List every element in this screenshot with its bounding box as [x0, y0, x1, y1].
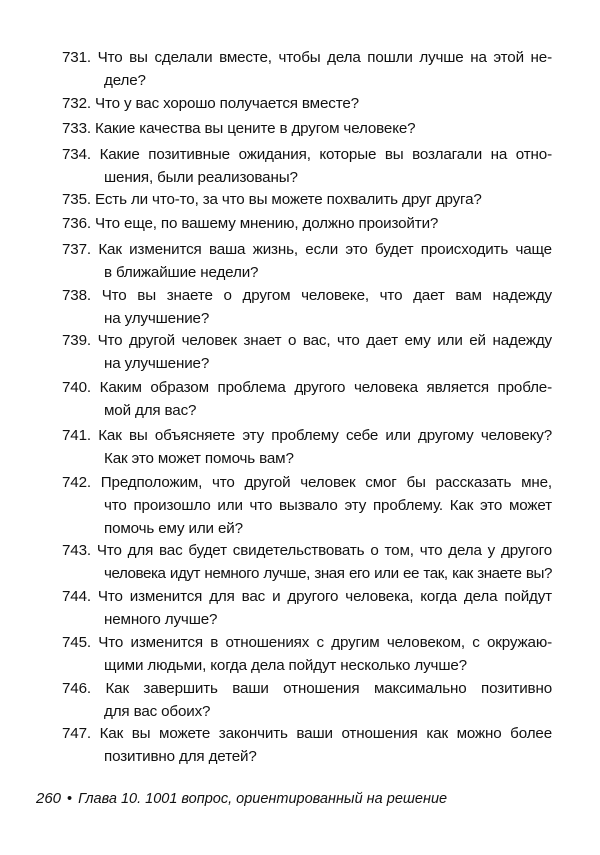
question-number: 740.	[62, 379, 91, 396]
question-line: что произошло или что вызвало эту проблему. Как это может	[104, 497, 552, 514]
question-731	[62, 46, 552, 92]
question-line: 734. Какие позитивные ожидания, которые вы возлагали на отно-	[62, 146, 552, 163]
question-line: шения, были реализованы?	[104, 169, 298, 186]
question-number: 736.	[62, 215, 91, 232]
question-line: 745. Что изменится в отношениях с другим человеком, с окружаю-	[62, 634, 552, 651]
question-line: 746. Как завершить ваши отношения максимально позитивно	[62, 680, 552, 697]
question-number: 739.	[62, 332, 91, 349]
question-742	[62, 471, 552, 540]
question-line: 737. Как изменится ваша жизнь, если это будет происходить чаще	[62, 241, 552, 258]
question-number: 734.	[62, 146, 91, 163]
question-number: 742.	[62, 474, 91, 491]
question-739	[62, 329, 552, 375]
question-line: 740. Каким образом проблема другого человека является пробле-	[62, 379, 552, 396]
question-line: на улучшение?	[104, 355, 210, 372]
question-740	[62, 376, 552, 422]
question-number: 741.	[62, 427, 91, 444]
question-line: 743. Что для вас будет свидетельствовать о том, что дела у другого	[62, 542, 552, 559]
question-number: 744.	[62, 588, 91, 605]
footer-bullet: •	[67, 791, 73, 807]
question-line: на улучшение?	[104, 310, 210, 327]
question-number: 746.	[62, 680, 91, 697]
question-line: 736. Что еще, по вашему мнению, должно произойти?	[62, 215, 439, 232]
question-number: 747.	[62, 725, 91, 742]
question-733	[62, 117, 552, 140]
question-746	[62, 677, 552, 723]
question-line: человека идут немного лучше, зная его или ее так, как знаете вы?	[104, 565, 552, 582]
question-number: 745.	[62, 634, 91, 651]
question-738	[62, 284, 552, 330]
question-line: немного лучше?	[104, 611, 218, 628]
question-line: 744. Что изменится для вас и другого человека, когда дела пойдут	[62, 588, 552, 605]
question-line: 733. Какие качества вы цените в другом человеке?	[62, 120, 416, 137]
question-number: 735.	[62, 191, 91, 208]
question-number: 732.	[62, 95, 91, 112]
question-number: 738.	[62, 287, 91, 304]
question-line: 738. Что вы знаете о другом человеке, что дает вам надежду	[62, 287, 552, 304]
question-line: 732. Что у вас хорошо получается вместе?	[62, 95, 359, 112]
question-741	[62, 424, 552, 470]
page-number: 260	[36, 790, 62, 807]
question-line: для вас обоих?	[104, 703, 211, 720]
question-line: деле?	[104, 72, 146, 89]
question-line: 741. Как вы объясняете эту проблему себе или другому человеку?	[62, 427, 552, 444]
question-line: 739. Что другой человек знает о вас, что дает ему или ей надежду	[62, 332, 552, 349]
question-number: 743.	[62, 542, 91, 559]
question-745	[62, 631, 552, 677]
question-736	[62, 212, 552, 235]
question-747	[62, 722, 552, 768]
question-line: в ближайшие недели?	[104, 264, 259, 281]
question-number: 731.	[62, 49, 91, 66]
question-line: 742. Предположим, что другой человек смог бы рассказать мне,	[62, 474, 552, 491]
question-line: щими людьми, когда дела пойдут несколько лучше?	[104, 657, 467, 674]
question-735	[62, 188, 552, 211]
question-number: 733.	[62, 120, 91, 137]
question-line: мой для вас?	[104, 402, 197, 419]
question-line: 731. Что вы сделали вместе, чтобы дела пошли лучше на этой не-	[62, 49, 552, 66]
chapter-title: Глава 10. 1001 вопрос, ориентированный на решение	[78, 791, 448, 807]
question-744	[62, 585, 552, 631]
question-737	[62, 238, 552, 284]
question-line: 735. Есть ли что-то, за что вы можете похвалить друг друга?	[62, 191, 482, 208]
page-footer	[36, 790, 447, 807]
question-line: 747. Как вы можете закончить ваши отношения как можно более	[62, 725, 552, 742]
question-line: Как это может помочь вам?	[104, 450, 294, 467]
question-734	[62, 143, 552, 189]
question-line: помочь ему или ей?	[104, 520, 243, 537]
question-number: 737.	[62, 241, 91, 258]
question-732	[62, 92, 552, 115]
question-743	[62, 539, 552, 585]
question-line: позитивно для детей?	[104, 748, 257, 765]
